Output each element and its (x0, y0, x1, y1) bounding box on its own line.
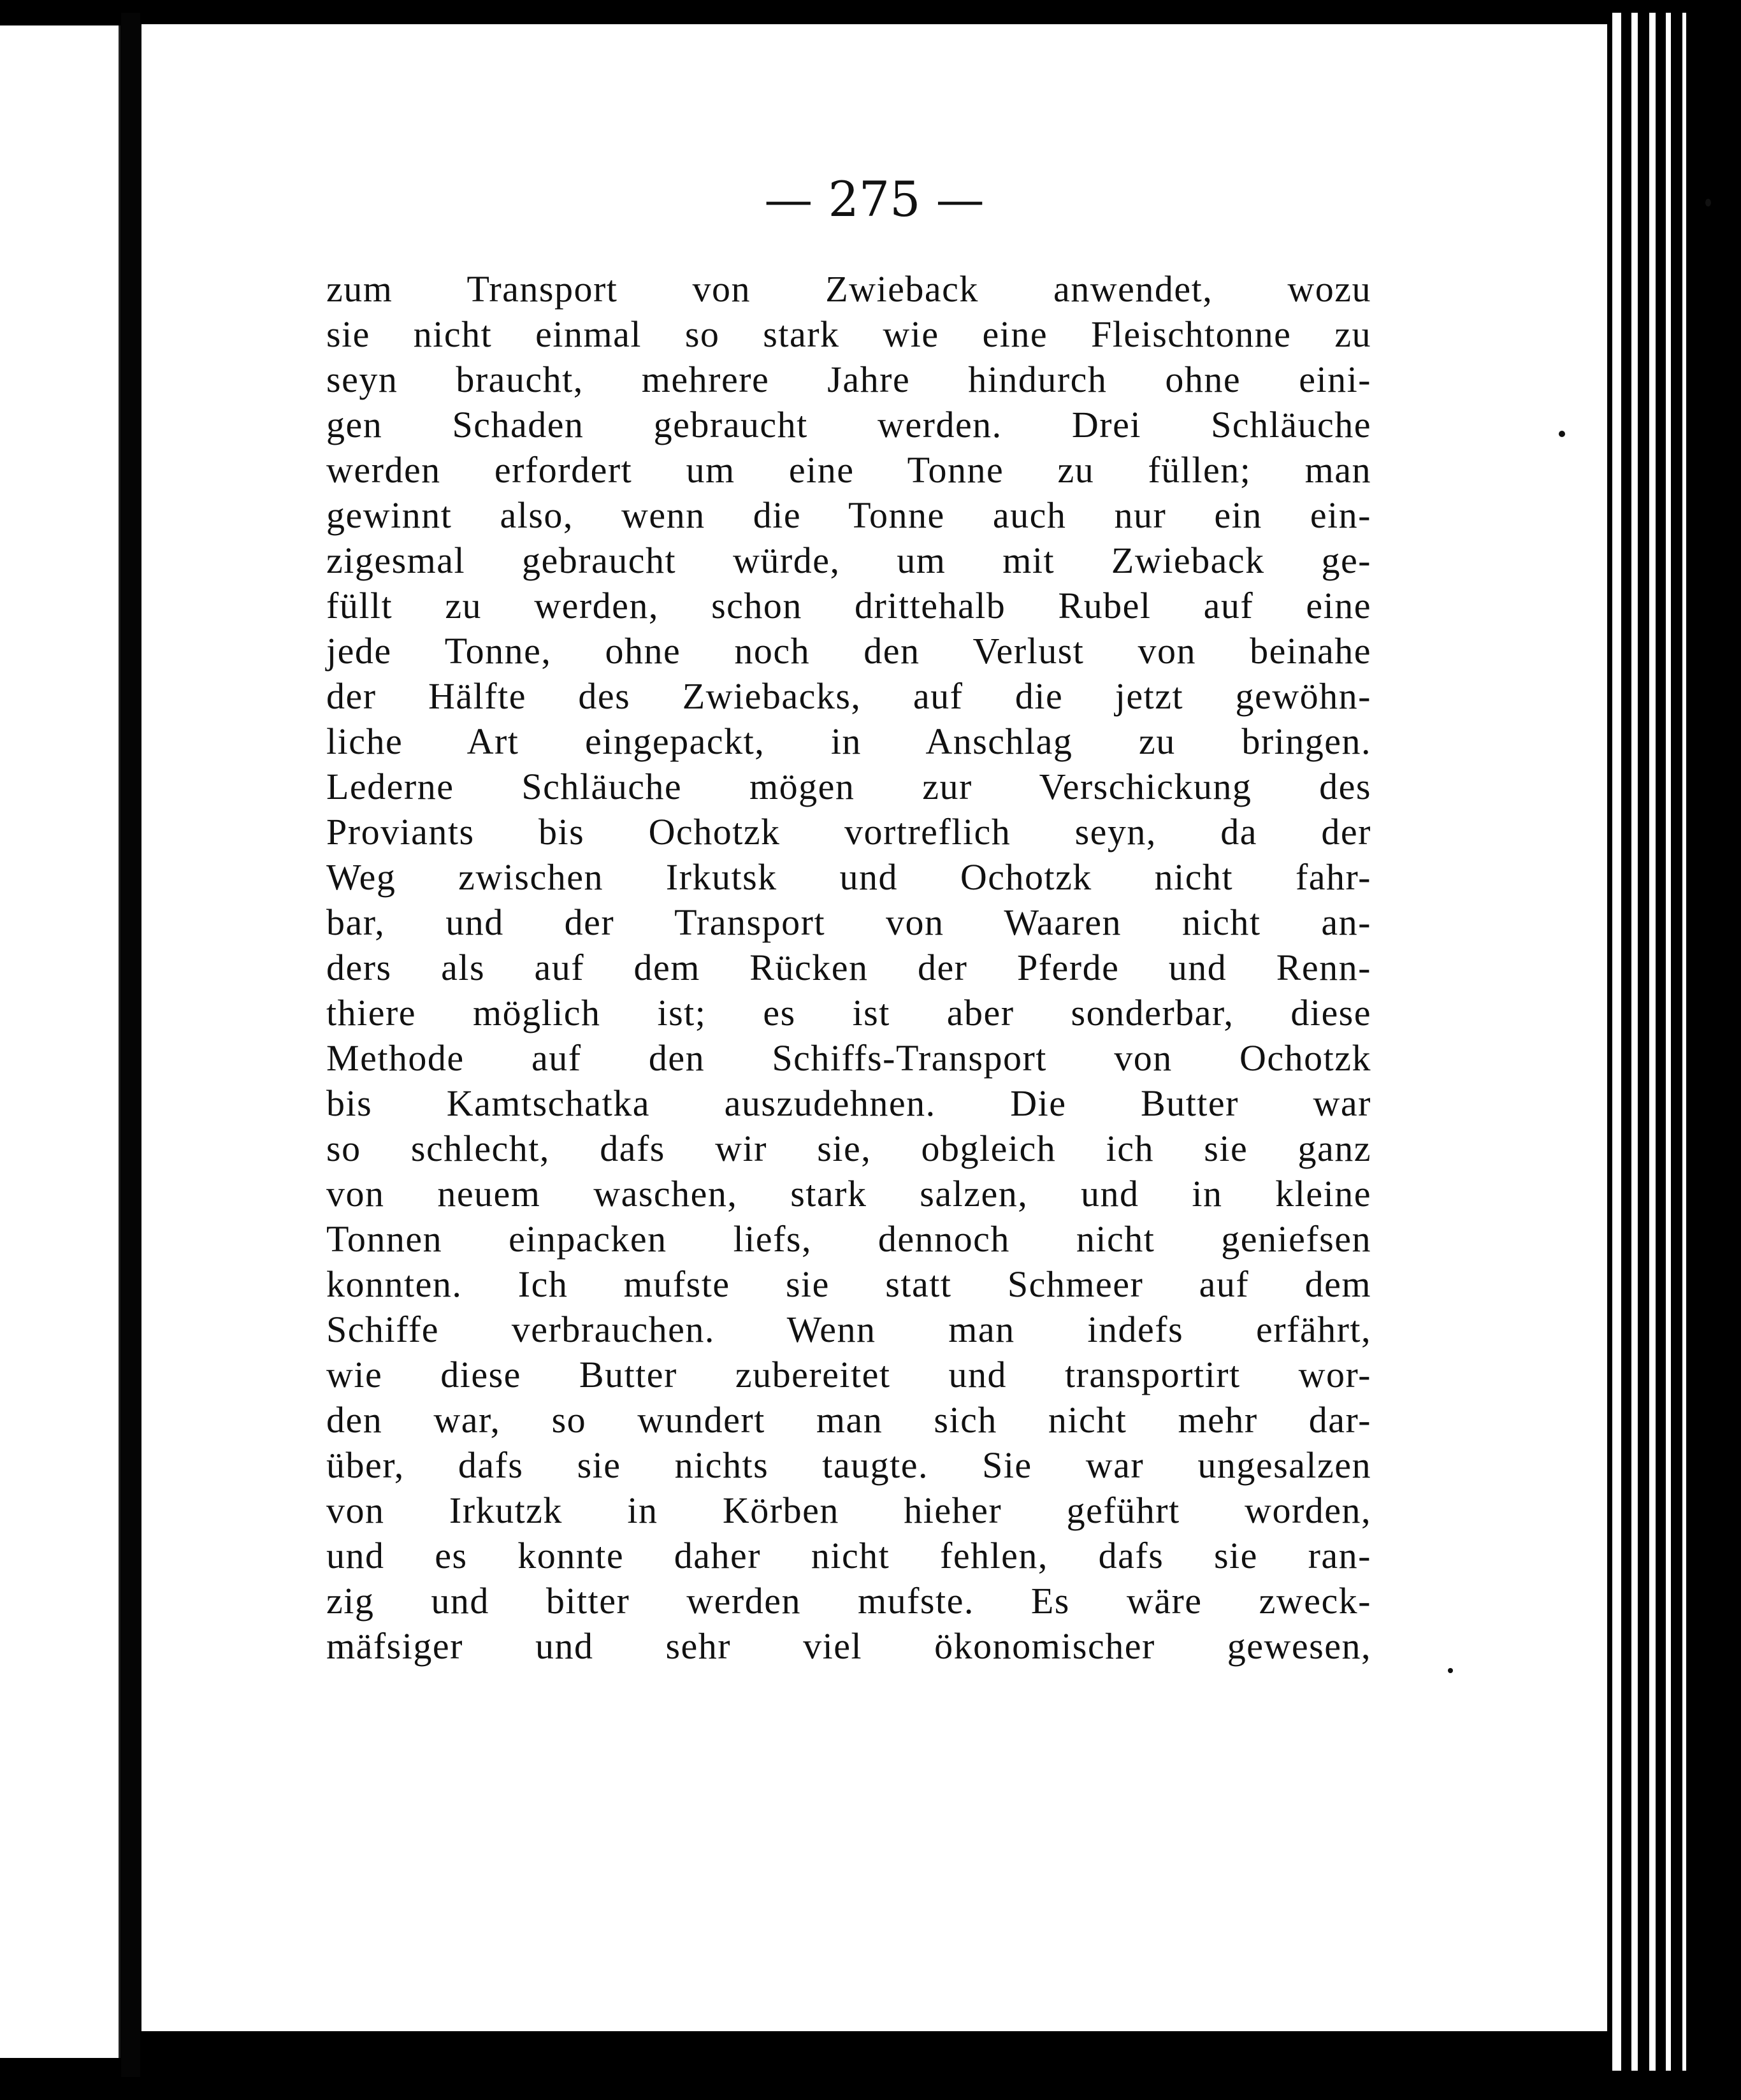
text-line: bar, und der Transport von Waaren nicht an- (326, 902, 1371, 943)
text-line: zig und bitter werden mufste. Es wäre zweck- (326, 1580, 1371, 1622)
text-line: Lederne Schläuche mögen zur Verschickung des (326, 766, 1371, 807)
page-edge-stack (1612, 13, 1621, 2071)
text-line: Schiffe verbrauchen. Wenn man indefs erfährt, (326, 1309, 1371, 1350)
facing-page-edge (0, 25, 120, 2058)
text-line: füllt zu werden, schon drittehalb Rubel auf eine (326, 585, 1371, 626)
text-line: jede Tonne, ohne noch den Verlust von beinahe (326, 630, 1371, 672)
page-number: — 275 — (764, 171, 985, 227)
text-line: zigesmal gebraucht würde, um mit Zwieback ge- (326, 540, 1371, 581)
text-line: sie nicht einmal so stark wie eine Fleischtonne zu (326, 313, 1371, 355)
speck-mark (1448, 1668, 1453, 1673)
text-line: bis Kamtschatka auszudehnen. Die Butter war (326, 1082, 1371, 1124)
text-line: konnten. Ich mufste sie statt Schmeer auf dem (326, 1263, 1371, 1305)
text-line: seyn braucht, mehrere Jahre hindurch ohne eini- (326, 359, 1371, 400)
text-line: und es konnte daher nicht fehlen, dafs sie ran- (326, 1535, 1371, 1576)
text-line: zum Transport von Zwieback anwendet, wozu (326, 268, 1371, 310)
text-line: gewinnt also, wenn die Tonne auch nur ein ein- (326, 494, 1371, 536)
text-line: von Irkutzk in Körben hieher geführt worden, (326, 1490, 1371, 1531)
text-line: mäfsiger und sehr viel ökonomischer gewesen, (326, 1625, 1371, 1667)
text-line: ders als auf dem Rücken der Pferde und Renn- (326, 947, 1371, 988)
text-line: thiere möglich ist; es ist aber sonderbar, diese (326, 992, 1371, 1033)
text-line: werden erfordert um eine Tonne zu füllen; man (326, 449, 1371, 491)
text-line: Methode auf den Schiffs-Transport von Ochotzk (326, 1037, 1371, 1079)
text-line: Proviants bis Ochotzk vortreflich seyn, da der (326, 811, 1371, 852)
body-text (326, 266, 1371, 1669)
text-line: Tonnen einpacken liefs, dennoch nicht geniefsen (326, 1218, 1371, 1260)
text-line: über, dafs sie nichts taugte. Sie war ungesalzen (326, 1444, 1371, 1486)
text-line: wie diese Butter zubereitet und transportirt wor- (326, 1354, 1371, 1395)
text-line: so schlecht, dafs wir sie, obgleich ich sie ganz (326, 1128, 1371, 1169)
page-edge-stack (1649, 13, 1656, 2071)
text-line: gen Schaden gebraucht werden. Drei Schläuche (326, 404, 1371, 445)
text-line: von neuem waschen, stark salzen, und in kleine (326, 1173, 1371, 1214)
page-edge-stack (1631, 13, 1638, 2071)
text-line: liche Art eingepackt, in Anschlag zu bringen. (326, 721, 1371, 762)
speck-mark (1705, 199, 1711, 206)
book-page (141, 24, 1607, 2031)
text-line: Weg zwischen Irkutsk und Ochotzk nicht fahr- (326, 856, 1371, 898)
book-gutter (121, 13, 140, 2077)
text-line: den war, so wundert man sich nicht mehr dar- (326, 1399, 1371, 1441)
text-line: der Hälfte des Zwiebacks, auf die jetzt gewöhn- (326, 675, 1371, 717)
page-edge-stack (1682, 13, 1686, 2071)
speck-mark (1559, 431, 1565, 437)
page-edge-stack (1666, 13, 1671, 2071)
